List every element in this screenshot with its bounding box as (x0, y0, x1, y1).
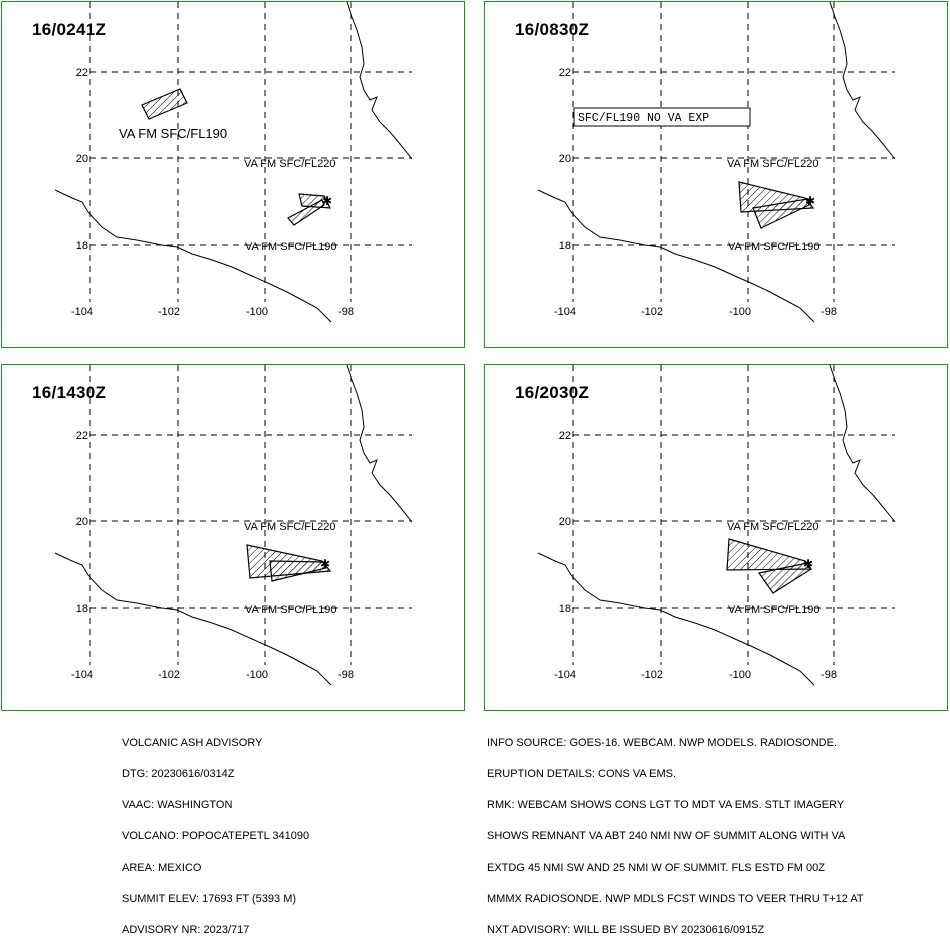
remarks-line: MMMX RADIOSONDE. NWP MDLS FCST WINDS TO VEER THRU T+12 AT (487, 892, 864, 905)
ash-annotation: VA FM SFC/FL190 (245, 241, 337, 253)
map-panel-0830z (484, 1, 948, 348)
remarks-line: ERUPTION DETAILS: CONS VA EMS. (487, 768, 677, 781)
advisory-line: SUMMIT ELEV: 17693 FT (5393 M) (122, 892, 297, 905)
remarks-line: RMK: WEBCAM SHOWS CONS LGT TO MDT VA EMS. STLT IMAGERY (487, 799, 845, 812)
remarks-line: INFO SOURCE: GOES-16. WEBCAM. NWP MODELS. RADIOSONDE. (487, 736, 838, 749)
lon-label-98: -98 (338, 306, 354, 318)
advisory-line: ADVISORY NR: 2023/717 (122, 924, 250, 937)
remarks-line: NXT ADVISORY: WILL BE ISSUED BY 20230616/0915Z (487, 924, 765, 937)
advisory-header-block (122, 717, 309, 946)
map-canvas (2, 2, 465, 348)
lat-label-22: 22 (75, 67, 88, 79)
ash-annotation: VA FM SFC/FL190 (119, 126, 228, 141)
lat-label-22: 22 (558, 67, 571, 79)
advisory-remarks-block (487, 717, 864, 946)
lon-label-104: -104 (553, 669, 577, 681)
ash-annotation: VA FM SFC/FL190 (245, 604, 337, 616)
lon-label-98: -98 (821, 669, 837, 681)
advisory-line: VOLCANIC ASH ADVISORY (122, 736, 263, 749)
map-canvas (2, 365, 465, 711)
lat-label-20: 20 (558, 516, 571, 528)
lon-label-102: -102 (640, 306, 664, 318)
lat-label-18: 18 (558, 603, 571, 615)
valid-time-label: 16/2030Z (515, 383, 590, 402)
advisory-line: DTG: 20230616/0314Z (122, 768, 235, 781)
lat-label-22: 22 (75, 430, 88, 442)
map-canvas (485, 2, 948, 348)
ash-annotation: VA FM SFC/FL220 (727, 521, 819, 533)
advisory-line: VAAC: WASHINGTON (122, 799, 233, 812)
lon-label-100: -100 (245, 669, 269, 681)
lat-label-20: 20 (75, 153, 88, 165)
lon-label-102: -102 (157, 306, 181, 318)
valid-time-label: 16/0241Z (32, 20, 107, 39)
lon-label-98: -98 (821, 306, 837, 318)
ash-annotation: VA FM SFC/FL220 (244, 158, 336, 170)
lon-label-104: -104 (70, 669, 94, 681)
ash-annotation: VA FM SFC/FL220 (244, 521, 336, 533)
map-panel-2030z (484, 364, 948, 711)
lat-label-22: 22 (558, 430, 571, 442)
ash-annotation: VA FM SFC/FL190 (728, 241, 820, 253)
map-panel-1430z (1, 364, 465, 711)
map-canvas (485, 365, 948, 711)
ash-annotation: VA FM SFC/FL220 (727, 158, 819, 170)
lon-label-104: -104 (70, 306, 94, 318)
remarks-line: EXTDG 45 NMI SW AND 25 NMI W OF SUMMIT. FLS ESTD FM 00Z (487, 861, 825, 874)
lon-label-102: -102 (640, 669, 664, 681)
lat-label-18: 18 (75, 240, 88, 252)
ash-annotation: VA FM SFC/FL190 (728, 604, 820, 616)
advisory-line: VOLCANO: POPOCATEPETL 341090 (122, 830, 310, 843)
lat-label-18: 18 (75, 603, 88, 615)
lon-label-102: -102 (157, 669, 181, 681)
lon-label-100: -100 (728, 669, 752, 681)
svg-text:✱: ✱ (322, 194, 333, 208)
lon-label-100: -100 (245, 306, 269, 318)
lon-label-100: -100 (728, 306, 752, 318)
lon-label-104: -104 (553, 306, 577, 318)
valid-time-label: 16/1430Z (32, 383, 107, 402)
remarks-line: SHOWS REMNANT VA ABT 240 NMI NW OF SUMMIT ALONG WITH VA (487, 830, 846, 843)
lat-label-18: 18 (558, 240, 571, 252)
svg-text:✱: ✱ (805, 194, 816, 208)
advisory-line: AREA: MEXICO (122, 861, 202, 874)
map-panel-0241z (1, 1, 465, 348)
no-ash-note: SFC/FL190 NO VA EXP (578, 112, 710, 125)
svg-text:✱: ✱ (320, 557, 331, 571)
lat-label-20: 20 (558, 153, 571, 165)
svg-text:✱: ✱ (803, 557, 814, 571)
lon-label-98: -98 (338, 669, 354, 681)
lat-label-20: 20 (75, 516, 88, 528)
valid-time-label: 16/0830Z (515, 20, 590, 39)
